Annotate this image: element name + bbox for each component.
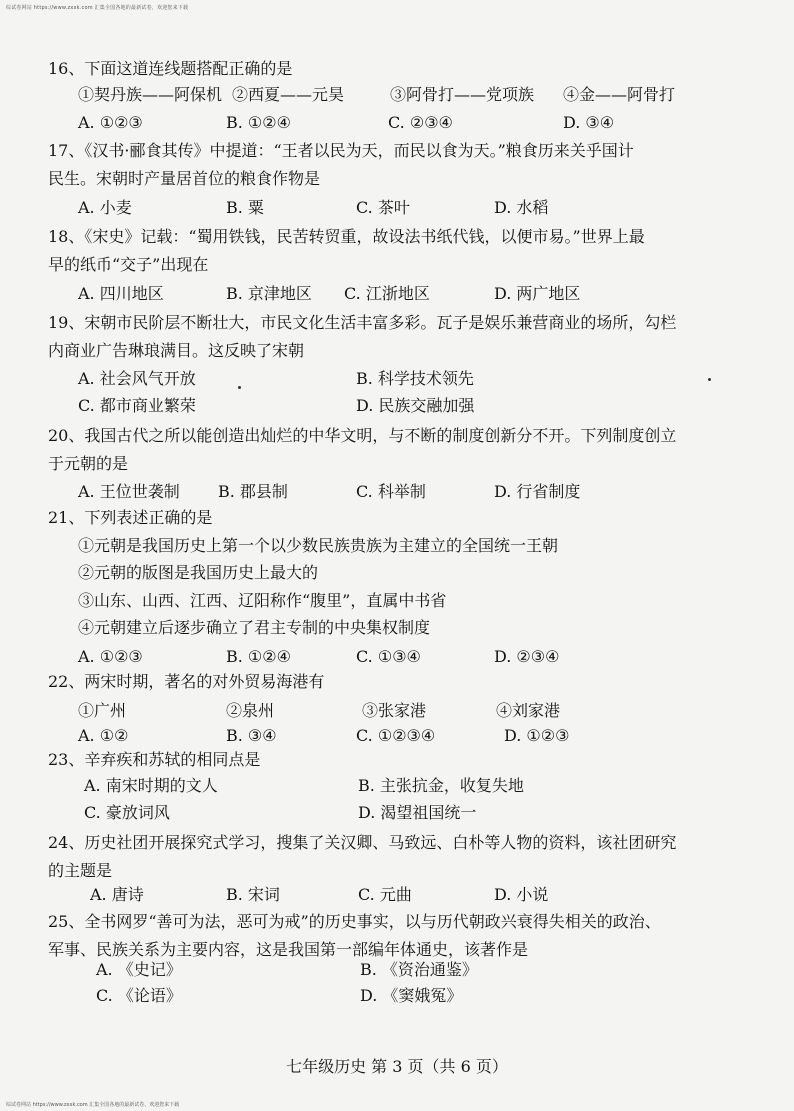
statement-4: ④元朝建立后逐步确立了君主专制的中央集权制度 xyxy=(78,618,431,637)
question-20 xyxy=(48,423,748,477)
question-22-items xyxy=(78,698,758,724)
item: ④刘家港 xyxy=(496,701,561,720)
option-a[interactable]: A. ①②③ xyxy=(78,113,143,132)
option-b[interactable]: B. 《资治通鉴》 xyxy=(360,960,478,979)
question-20-options xyxy=(78,479,758,505)
option-a[interactable]: A. 社会风气开放 xyxy=(78,369,196,388)
option-a[interactable]: A. 南宋时期的文人 xyxy=(84,776,218,795)
question-stem: 20、我国古代之所以能创造出灿烂的中华文明，与不断的制度创新分不开。下列制度创立 xyxy=(48,426,677,445)
scan-speck xyxy=(708,378,711,381)
option-a[interactable]: A. 王位世袭制 xyxy=(78,482,180,501)
statement-3: ③山东、山西、江西、辽阳称作“腹里”，直属中书省 xyxy=(78,591,447,610)
item: ②泉州 xyxy=(226,701,275,720)
item: ②西夏——元昊 xyxy=(232,85,345,104)
question-16 xyxy=(48,56,748,82)
option-a[interactable]: A. 四川地区 xyxy=(78,284,164,303)
scan-speck xyxy=(238,386,241,389)
option-c[interactable]: C. 豪放词风 xyxy=(84,803,170,822)
option-b[interactable]: B. ①②④ xyxy=(226,113,291,132)
question-stem-continued: 早的纸币“交子”出现在 xyxy=(48,255,209,274)
question-23-options-row1 xyxy=(84,773,764,799)
question-17 xyxy=(48,138,748,192)
item: ①广州 xyxy=(78,701,127,720)
question-stem: 16、下面这道连线题搭配正确的是 xyxy=(48,59,293,78)
question-19-options-row1 xyxy=(78,366,758,392)
question-21-options xyxy=(78,644,758,670)
option-b[interactable]: B. 宋词 xyxy=(226,885,280,904)
option-c[interactable]: C. ②③④ xyxy=(388,113,453,132)
option-b[interactable]: B. 郡县制 xyxy=(218,482,288,501)
option-a[interactable]: A. 《史记》 xyxy=(96,960,182,979)
option-b[interactable]: B. 科学技术领先 xyxy=(356,369,474,388)
question-22 xyxy=(48,669,748,695)
question-stem-continued: 民生。宋朝时产量居首位的粮食作物是 xyxy=(48,169,321,188)
option-c[interactable]: C. 茶叶 xyxy=(356,198,410,217)
question-stem: 23、辛弃疾和苏轼的相同点是 xyxy=(48,750,261,769)
question-stem-continued: 军事、民族关系为主要内容，这是我国第一部编年体通史，该著作是 xyxy=(48,940,529,959)
option-a[interactable]: A. ①②③ xyxy=(78,647,143,666)
statement-1: ①元朝是我国历史上第一个以少数民族贵族为主建立的全国统一王朝 xyxy=(78,536,559,555)
question-stem-continued: 的主题是 xyxy=(48,861,113,880)
footer-watermark-note: 综试卷网站 https://www.zxxk.com 汇集全国各地的最新试卷，欢迎您来下载 xyxy=(6,1102,180,1108)
question-17-options xyxy=(78,195,758,221)
question-16-options xyxy=(78,110,758,136)
question-23 xyxy=(48,747,748,773)
option-c[interactable]: C. ①②③④ xyxy=(356,726,436,745)
option-b[interactable]: B. 京津地区 xyxy=(226,284,312,303)
option-a[interactable]: A. 小麦 xyxy=(78,198,132,217)
question-stem: 17、《汉书·郦食其传》中提道：“王者以民为天，而民以食为天。”粮食历来关乎国计 xyxy=(48,141,634,160)
option-a[interactable]: A. 唐诗 xyxy=(90,885,144,904)
statement-2: ②元朝的版图是我国历史上最大的 xyxy=(78,563,319,582)
option-d[interactable]: D. ②③④ xyxy=(494,647,560,666)
page-number-footer: 七年级历史 第 3 页（共 6 页） xyxy=(286,1057,508,1076)
option-c[interactable]: C. ①③④ xyxy=(356,647,421,666)
question-stem: 24、历史社团开展探究式学习，搜集了关汉卿、马致远、白朴等人物的资料，该社团研究 xyxy=(48,833,677,852)
option-d[interactable]: D. 小说 xyxy=(494,885,549,904)
option-c[interactable]: C. 《论语》 xyxy=(96,986,182,1005)
header-watermark-note: 综试卷网站 https://www.zxxk.com 汇集全国各地的最新试卷，欢迎您来下载 xyxy=(6,5,189,11)
question-24-options xyxy=(90,882,770,908)
option-b[interactable]: B. 主张抗金，收复失地 xyxy=(358,776,524,795)
question-23-options-row2 xyxy=(84,800,764,826)
option-d[interactable]: D. ③④ xyxy=(563,113,615,132)
option-d[interactable]: D. 渴望祖国统一 xyxy=(358,803,477,822)
option-d[interactable]: D. 《窦娥冤》 xyxy=(360,986,463,1005)
option-b[interactable]: B. 粟 xyxy=(226,198,264,217)
option-d[interactable]: D. 两广地区 xyxy=(494,284,581,303)
option-b[interactable]: B. ③④ xyxy=(226,726,277,745)
question-stem-continued: 内商业广告琳琅满目。这反映了宋朝 xyxy=(48,341,305,360)
question-21 xyxy=(48,505,748,531)
item: ③张家港 xyxy=(362,701,427,720)
option-d[interactable]: D. ①②③ xyxy=(504,726,570,745)
option-c[interactable]: C. 江浙地区 xyxy=(344,284,430,303)
question-25 xyxy=(48,909,748,963)
option-c[interactable]: C. 科举制 xyxy=(356,482,426,501)
question-19-options-row2 xyxy=(78,393,758,419)
question-stem: 21、下列表述正确的是 xyxy=(48,508,213,527)
question-24 xyxy=(48,830,748,884)
option-d[interactable]: D. 水稻 xyxy=(494,198,549,217)
question-25-options-row2 xyxy=(96,983,776,1009)
question-22-options xyxy=(78,723,758,749)
question-stem-continued: 于元朝的是 xyxy=(48,454,129,473)
option-d[interactable]: D. 行省制度 xyxy=(494,482,581,501)
option-a[interactable]: A. ①② xyxy=(78,726,129,745)
option-c[interactable]: C. 元曲 xyxy=(358,885,412,904)
question-25-options-row1 xyxy=(96,957,776,983)
question-stem: 18、《宋史》记载：“蜀用铁钱，民苦转贸重，故设法书纸代钱，以便市易。”世界上最 xyxy=(48,227,645,246)
option-c[interactable]: C. 都市商业繁荣 xyxy=(78,396,196,415)
question-19 xyxy=(48,310,748,364)
item: ①契丹族——阿保机 xyxy=(78,85,223,104)
option-b[interactable]: B. ①②④ xyxy=(226,647,291,666)
question-16-items xyxy=(78,82,758,108)
question-stem: 25、全书网罗“善可为法，恶可为戒”的历史事实，以与历代朝政兴衰得失相关的政治、 xyxy=(48,912,661,931)
item: ④金——阿骨打 xyxy=(563,85,676,104)
question-stem: 19、宋朝市民阶层不断壮大，市民文化生活丰富多彩。瓦子是娱乐兼营商业的场所，勾栏 xyxy=(48,313,677,332)
item: ③阿骨打——党项族 xyxy=(390,85,535,104)
question-stem: 22、两宋时期，著名的对外贸易海港有 xyxy=(48,672,325,691)
question-18-options xyxy=(78,281,758,307)
question-18 xyxy=(48,224,748,278)
option-d[interactable]: D. 民族交融加强 xyxy=(356,396,475,415)
